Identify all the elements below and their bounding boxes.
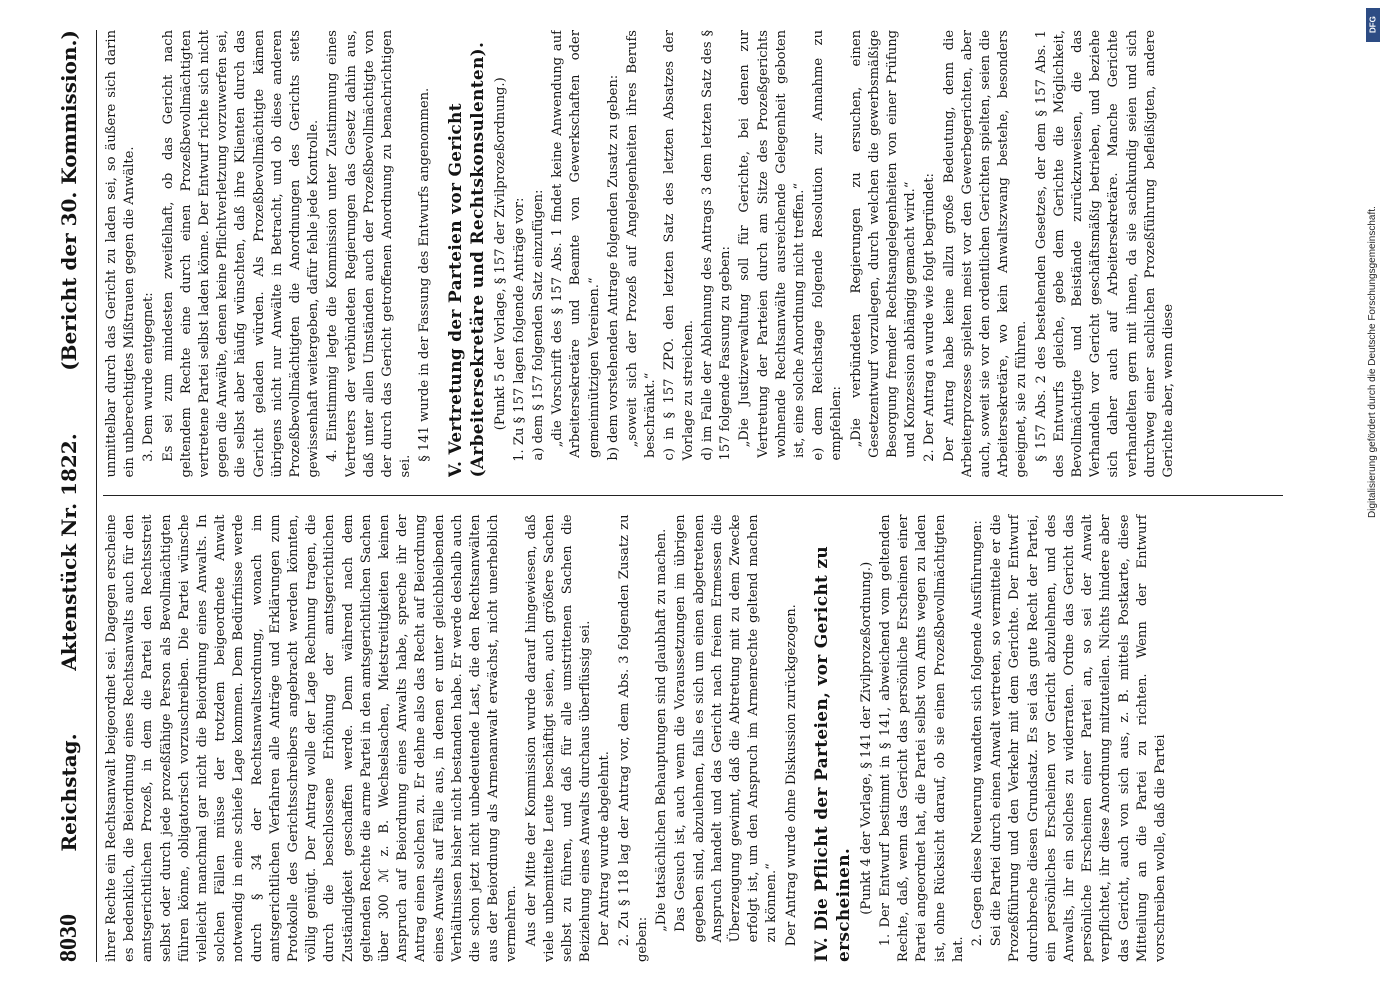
side-credit <box>1366 4 1382 524</box>
paragraph: 1. Zu § 157 lagen folgende Anträge vor: <box>511 197 527 462</box>
paragraph: 2. Zu § 118 lag der Antrag vor, dem Abs. 3 folgenden Zusatz zu geben: <box>616 514 650 962</box>
section-heading: IV. Die Pflicht der Parteien, vor Gericht zu erscheinen. <box>811 546 854 962</box>
paragraph: Der Antrag wurde ohne Diskussion zurückgezogen. <box>783 604 799 947</box>
dfg-logo: DFG <box>1366 8 1380 42</box>
section-heading: V. Vertretung der Parteien vor Gericht (Arbeitersekretäre und Rechtskonsulenten). <box>445 41 488 478</box>
header-left-title: Reichstag. <box>57 733 81 852</box>
paragraph: § 157 Abs. 2 des bestehenden Gesetzes, der dem § 157 Abs. 1 des Entwurfs gleiche, gebe dem Gerichte die Möglichkeit, Bevollmächtigte und Beistände zurückzuweisen, die das Verhandeln vor Gericht geschäftsmäßig betrieben, und beziehe sich daher auch auf Arbeitersekretäre. Manche Gerichte verhandelten gern mit ihnen, da sie sachkundig seien und sich durchweg einer sachlichen Prozeßführung befleißigten, andere Gerichte aber, wenn diese <box>1033 29 1176 478</box>
paragraph: d) im Falle der Ablehnung des Antrags 3 dem letzten Satz des § 157 folgende Fassung zu geben: <box>699 29 734 461</box>
paragraph: „die Vorschrift des § 157 Abs. 1 findet keine Anwendung auf Arbeitersekretäre und Beamte von Gewerkschaften oder gemeinnützigen Vereinen.“ <box>550 29 602 458</box>
paragraph: Das Gesuch ist, auch wenn die Voraussetzungen im übrigen gegeben sind, abzulehnen, falls es sich um einen abgetretenen Anspruch handelt und das Gericht nach freiem Ermessen die Überzeugung gewinnt, daß die Abtretung mit zu dem Zwecke erfolgt ist, um den Anspruch im Armenrechte geltend machen zu können.“ <box>673 514 780 943</box>
paragraph: 1. Der Entwurf bestimmt in § 141, abweichend vom geltenden Rechte, daß, wenn das Gericht das persönliche Erscheinen einer Partei angeordnet hat, die Partei selbst von Amts wegen zu laden ist, ohne Rücksicht darauf, ob sie einen Prozeßbevollmächtigten hat. <box>877 514 966 962</box>
paragraph: Es sei zum mindesten zweifelhaft, ob das Gericht nach geltendem Rechte eine durch einen Prozeßbevollmächtigten vertretene Partei selbst laden könne. Der Entwurf richte sich nicht gegen die Anwälte, denen keine Pflichtverletzung vorzuwerfen sei, die selbst aber häufig wünschten, daß ihre Klienten durch das Gericht geladen würden. Als Prozeßbevollmächtigte kämen übrigens nicht nur Anwälte in Betracht, und ob diese anderen Prozeßbevollmächtigten die Anordnungen des Gerichts stets gewissenhaft weitergeben, dafür fehle jede Kontrolle. <box>160 29 322 478</box>
left-column <box>103 514 1283 962</box>
paragraph: b) dem vorstehenden Antrage folgenden Zusatz zu geben: <box>605 74 621 461</box>
paragraph: 4. Einstimmig legte die Kommission unter Zustimmung eines Vertreters der verbündeten Regierungen das Gesetz dahin aus, daß unter allen Umständen auch der Prozeßbevollmächtigte von der durch das Gericht getroffenen Anordnung zu benachrichtigen sei. <box>325 29 414 478</box>
digitization-credit: Digitalisierung gefördert durch die Deutsche Forschungsgemeinschaft. <box>1367 206 1378 518</box>
paragraph: 2. Gegen diese Neuerung wandten sich folgende Ausführungen: <box>969 520 985 947</box>
page-header <box>56 30 97 962</box>
paragraph: Der Antrag wurde abgelehnt. <box>597 751 613 947</box>
right-column <box>103 30 1283 478</box>
paragraph: e) dem Reichstage folgende Resolution zur Annahme zu empfehlen: <box>811 29 845 461</box>
paragraph: a) dem § 157 folgenden Satz einzufügen: <box>531 189 547 461</box>
text-columns <box>97 30 1283 962</box>
paragraph: 2. Der Antrag a wurde wie folgt begründet: <box>922 173 938 462</box>
page-number: 8030 <box>56 914 82 962</box>
paragraph: unmittelbar durch das Gericht zu laden sei, so äußere sich darin ein unberechtigtes Mißtrauen gegen die Anwälte. <box>104 29 138 478</box>
paragraph: „Die Justizverwaltung soll für Gerichte, bei denen zur Vertretung der Parteien durch am Sitze des Prozeßgerichts wohnende Rechtsanwälte ausreichende Gelegenheit geboten ist, eine solche Anordnung nicht treffen.“ <box>737 29 807 458</box>
paragraph: Sei die Partei durch einen Anwalt vertreten, so vermittele er die Prozeßführung und den Verkehr mit dem Gerichte. Der Entwurf durchbreche diesen Grundsatz. Es sei das gute Recht der Partei, ein persönliches Erscheinen vor Gericht abzulehnen, und des Anwalts, ihr ein solches zu widerraten. Ordne das Gericht das persönliche Erscheinen einer Partei an, so sei der Anwalt verpflichtet, ihr diese Anordnung mitzuteilen. Nichts hindere aber das Gericht, auch von sich aus, z. B. mittels Postkarte, diese Mitteilung an die Partei zu richten. Wenn der Entwurf vorschreiben wolle, daß die Partei <box>989 514 1168 962</box>
paragraph: c) in § 157 ZPO. den letzten Satz des letzten Absatzes der Vorlage zu streichen. <box>662 29 696 461</box>
paragraph: „Die verbündeten Regierungen zu ersuchen, einen Gesetzentwurf vorzulegen, durch welchen die gewerbsmäßige Besorgung fremder Rechtsangelegenheiten von einer Prüfung und Konzession abhängig gemacht wird.“ <box>848 29 919 458</box>
paragraph: (Punkt 5 der Vorlage, § 157 der Zivilprozeßordnung.) <box>492 77 508 431</box>
paragraph: 3. Dem wurde entgegnet: <box>141 292 157 462</box>
paragraph: Der Antrag habe keine allzu große Bedeutung, denn die Arbeiterprozesse spielten meist vor den Gewerbegerichten, aber auch, soweit sie vor den ordentlichen Gerichten spielten, seien die Arbeitersekretäre, wo kein Anwaltszwang bestehe, besonders geeignet, sie zu führen. <box>941 29 1030 478</box>
paragraph: Aus der Mitte der Kommission wurde darauf hingewiesen, daß viele unbemittelte Leute beschäftigt seien, auch größere Sachen selbst zu führen, und daß für alle umstrittenen Sachen die Beiziehung eines Anwalts durchaus überflüssig sei. <box>523 514 594 962</box>
header-right-title: (Bericht der 30. Kommission.) <box>57 30 81 371</box>
paragraph: ihrer Rechte ein Rechtsanwalt beigeordnet sei. Dagegen erscheine es bedenklich, die Beiordnung eines Rechtsanwalts auch für den amtsgerichtlichen Prozeß, in dem die Partei den Rechtsstreit selbst oder durch jede prozeßfähige Person als Bevollmächtigten führen könne, obligatorisch vorzuschreiben. Die Partei wünsche vielleicht manchmal gar nicht die Beiordnung eines Anwalts. In solchen Fällen müsse der trotzdem beigeordnete Anwalt notwendig in eine schiefe Lage kommen. Dem Bedürfnisse werde durch § 34 der Rechtsanwaltsordnung, wonach im amtsgerichtlichen Verfahren alle Anträge und Erklärungen zum Protokolle des Gerichtsschreibers angebracht werden könnten, völlig genügt. Der Antrag wolle der Lage Rechnung tragen, die durch die beschlossene Erhöhung der amtsgerichtlichen Zuständigkeit geschaffen werde. Denn während nach dem geltenden Rechte die arme Partei in den amtsgerichtlichen Sachen über 300 ℳ z. B. Wechselsachen, Mietstreitigkeiten keinen Anspruch auf Beiordnung eines Anwalts habe, spreche ihr der Antrag einen solchen zu. Er dehne also das Recht auf Beiordnung eines Anwalts auf Fälle aus, in denen er unter gleichbleibenden Verhältnissen bisher nicht bestanden habe. Er werde deshalb auch die schon jetzt nicht unbedeutende Last, die den Rechtsanwälten aus der Beiordnung als Armenanwalt erwächst, nicht unerheblich vermehren. <box>104 514 520 962</box>
document-title: Aktenstück Nr. 1822. <box>57 433 81 671</box>
paragraph: „Die tatsächlichen Behauptungen sind glaubhaft zu machen. <box>654 528 670 932</box>
paragraph: § 141 wurde in der Fassung des Entwurfs angenommen. <box>417 87 433 462</box>
paragraph: (Punkt 4 der Vorlage, § 141 der Zivilprozeßordnung.) <box>858 561 874 915</box>
paragraph: „soweit sich der Prozeß auf Angelegenheiten ihres Berufs beschränkt.“ <box>625 29 659 458</box>
column-divider <box>103 496 1283 497</box>
